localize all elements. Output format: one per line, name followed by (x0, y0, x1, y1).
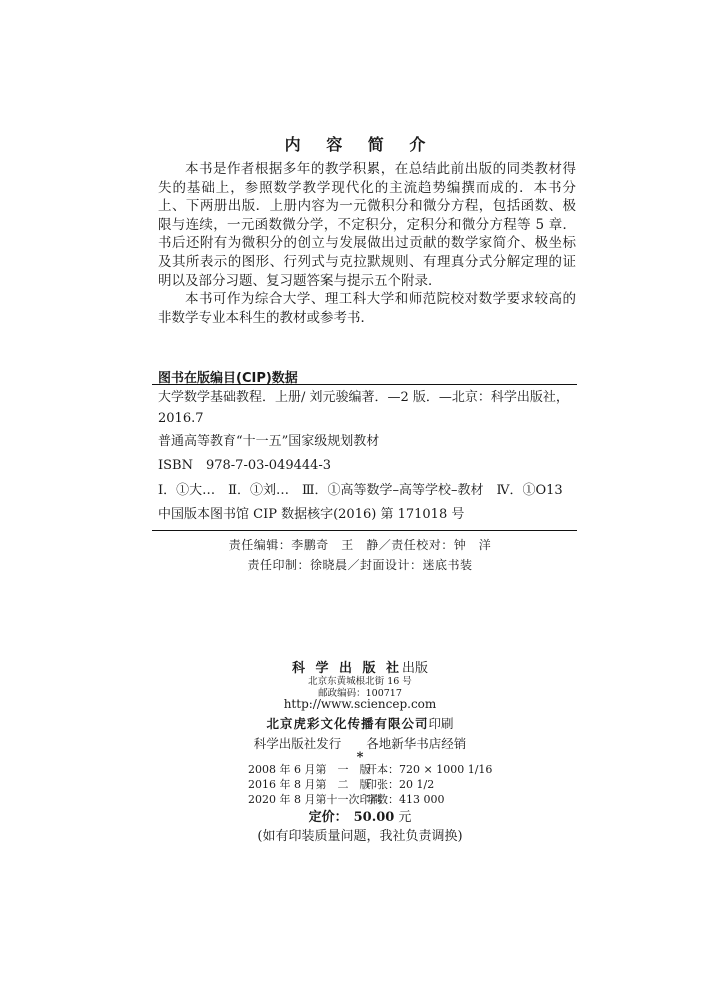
edition-row-2-right: 印张：20 1/2 (366, 778, 435, 791)
credits-production: 责任印制：徐晓晨／封面设计：迷底书装 (247, 558, 473, 572)
summary-paragraph-1: 本书是作者根据多年的教学积累，在总结此前出版的同类教材得失的基础上，参照数学教学现代化的主流趋势编撰而成的．本书分上、下两册出版．上册内容为一元微积分和微分方程，包括函数、极限与连续，一元函数微分学，不定积分，定积分和微分方程等 5 章．书后还附有为微积分的创立与发展做出过贡献的数学家简介、极坐标及其所表示的图形、行列式与克拉默规则、有理真分式分解定理的证明以及部分习题、复习题答案与提示五个附录． (158, 161, 576, 289)
summary-paragraph-2: 本书可作为综合大学、理工科大学和师范院校对数学要求较高的非数学专业本科生的教材或参考书． (158, 291, 576, 326)
edition-row-2-left: 2016 年 8 月第 二 版 (248, 778, 371, 791)
printer-line (0, 714, 720, 732)
separator-asterisk: * (356, 750, 364, 765)
printer-name-stylized: 北京虎彩文化传播有限公司 (266, 716, 429, 731)
price-unit: 元 (398, 810, 412, 825)
cip-line-isbn: ISBN 978-7-03-049444-3 (158, 458, 332, 473)
edition-row-2 (248, 776, 508, 792)
edition-row-3-left: 2020 年 8 月第十一次印刷 (248, 793, 382, 806)
edition-row-1-right: 开本：720 × 1000 1/16 (366, 763, 493, 776)
edition-row-3-right: 字数：413 000 (366, 793, 445, 806)
price-label: 定价： (308, 810, 348, 825)
quality-note: (如有印装质量问题，我社负责调换) (257, 829, 463, 844)
summary-heading: 内 容 简 介 (284, 135, 436, 154)
cip-line-series: 普通高等教育“十一五”国家级规划教材 (158, 434, 380, 449)
credits-editors: 责任编辑：李鹏奇 王 静／责任校对：钟 洋 (228, 538, 492, 552)
price-line (0, 806, 720, 825)
publisher-url: http://www.sciencep.com (283, 697, 437, 711)
edition-row-1 (248, 761, 508, 777)
cip-line-number: 中国版本图书馆 CIP 数据核字(2016) 第 171018 号 (158, 507, 465, 522)
edition-row-1-left: 2008 年 6 月第 一 版 (248, 763, 371, 776)
publisher-postcode: 邮政编码：100717 (318, 688, 402, 699)
cip-title: 图书在版编目(CIP)数据 (158, 371, 298, 386)
printer-suffix: 印刷 (428, 716, 454, 731)
edition-row-3 (248, 791, 508, 807)
price-value: 50.00 (353, 810, 395, 825)
publisher-name-stylized: 科 学 出 版 社 (291, 661, 403, 676)
cip-line-date: 2016.7 (158, 411, 204, 426)
cip-line-title: 大学数学基础教程．上册/ 刘元骏编著．—2 版．—北京：科学出版社， (158, 390, 569, 405)
publisher-name-suffix: 出版 (402, 661, 429, 676)
cip-bottom-rule (152, 530, 577, 531)
cip-line-classification: Ⅰ．①大… Ⅱ．①刘… Ⅲ．①高等数学–高等学校–教材 Ⅳ．①O13 (158, 483, 563, 498)
distribution-line: 科学出版社发行 各地新华书店经销 (253, 736, 467, 751)
cip-top-rule (152, 384, 577, 385)
publisher-address: 北京东黄城根北街 16 号 (308, 676, 412, 687)
